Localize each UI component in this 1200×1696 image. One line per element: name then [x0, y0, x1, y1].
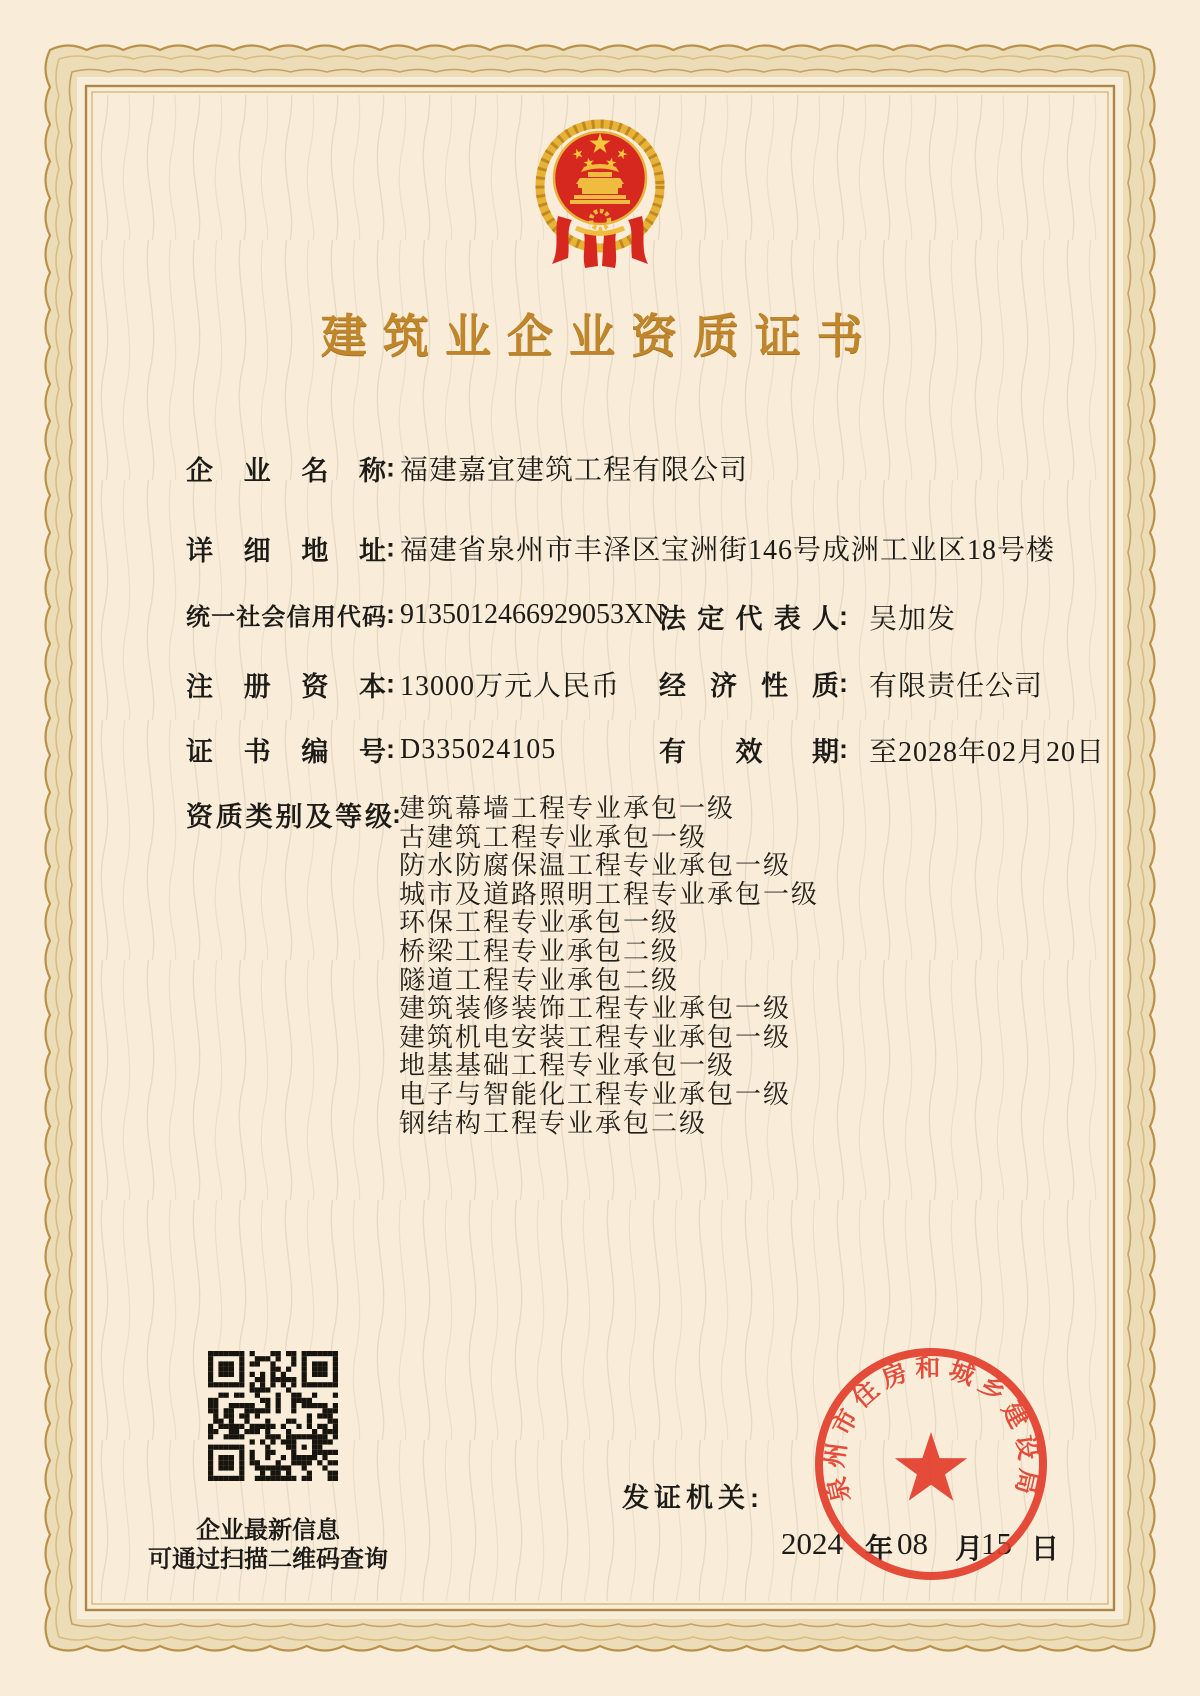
legal-representative-label: 法定代表人 [659, 604, 839, 634]
qualification-item: 电子与智能化工程专业承包一级 [399, 1079, 792, 1109]
credit-code-value: 9135012466929053XN [400, 598, 665, 630]
issue-date-day-unit: 日 [1031, 1533, 1060, 1564]
qr-code [208, 1351, 338, 1481]
seal-text: 泉州市住房和城乡建设局 [821, 1355, 1042, 1505]
qr-caption-line1: 企业最新信息 [196, 1517, 340, 1544]
issuing-authority-label: 发证机关: [622, 1483, 764, 1513]
qualification-label: 资质类别及等级 [186, 802, 392, 832]
qualification-item: 建筑幕墙工程专业承包一级 [399, 794, 736, 823]
address-label: 详细地址 [186, 535, 386, 566]
issue-date-year-unit: 年 [865, 1533, 894, 1564]
credit-code-label: 统一社会信用代码 [186, 604, 386, 631]
qualification-item: 城市及道路照明工程专业承包一级 [399, 879, 820, 909]
qr-caption [118, 1516, 418, 1574]
issue-date-month-unit: 月 [955, 1533, 984, 1564]
qualification-list [399, 795, 819, 1138]
validity-value: 至2028年02月20日 [869, 737, 1106, 768]
registered-capital-value: 13000万元人民币 [400, 671, 621, 702]
validity-label: 有效期 [659, 737, 839, 767]
national-emblem [532, 116, 668, 276]
qualification-item: 隧道工程专业承包二级 [399, 965, 680, 995]
qr-caption-line2: 可通过扫描二维码查询 [148, 1546, 388, 1573]
issue-date-month: 08 [897, 1526, 928, 1561]
official-seal [812, 1342, 1052, 1586]
qualification-item: 地基基础工程专业承包一级 [399, 1051, 736, 1081]
qualification-item: 环保工程专业承包一级 [399, 908, 680, 938]
company-name-value: 福建嘉宜建筑工程有限公司 [400, 455, 749, 486]
seal-star [895, 1432, 967, 1501]
issue-date-year: 2024 [781, 1526, 843, 1561]
qualification-item: 防水防腐保温工程专业承包一级 [399, 851, 792, 881]
certificate-title: 建筑业企业资质证书 [321, 311, 879, 362]
address-value: 福建省泉州市丰泽区宝洲街146号成洲工业区18号楼 [400, 535, 1056, 566]
field-row-address: 详细地址: 福建省泉州市丰泽区宝洲街146号成洲工业区18号楼 [186, 528, 1116, 564]
field-row-capital-economic: 注册资本: 13000万元人民币 经济性质: 有限责任公司 [186, 664, 1116, 700]
field-row-certno-validity: 证书编号: D335024105 有效期: 至2028年02月20日 [186, 730, 1116, 766]
field-row-company: 企业名称: 福建嘉宜建筑工程有限公司 [186, 448, 1116, 484]
legal-representative-value: 吴加发 [869, 604, 957, 635]
economic-nature-label: 经济性质 [659, 671, 839, 701]
certificate-number-label: 证书编号 [186, 737, 386, 767]
qualification-item: 桥梁工程专业承包二级 [399, 936, 680, 966]
qualification-item: 建筑机电安装工程专业承包一级 [399, 1022, 792, 1052]
qualification-item: 建筑装修装饰工程专业承包一级 [399, 994, 792, 1024]
certificate-number-value: D335024105 [400, 733, 557, 765]
field-row-credit-legal: 统一社会信用代码: 9135012466929053XN 法定代表人: 吴加发 [186, 598, 957, 635]
registered-capital-label: 注册资本 [186, 671, 386, 702]
company-name-label: 企业名称 [186, 455, 386, 486]
qualification-label-row: 资质类别及等级: [186, 795, 401, 834]
issue-date-day: 15 [981, 1526, 1012, 1561]
qualification-item: 古建筑工程专业承包一级 [399, 822, 708, 852]
qualification-item: 钢结构工程专业承包二级 [399, 1108, 708, 1138]
economic-nature-value: 有限责任公司 [869, 671, 1044, 702]
